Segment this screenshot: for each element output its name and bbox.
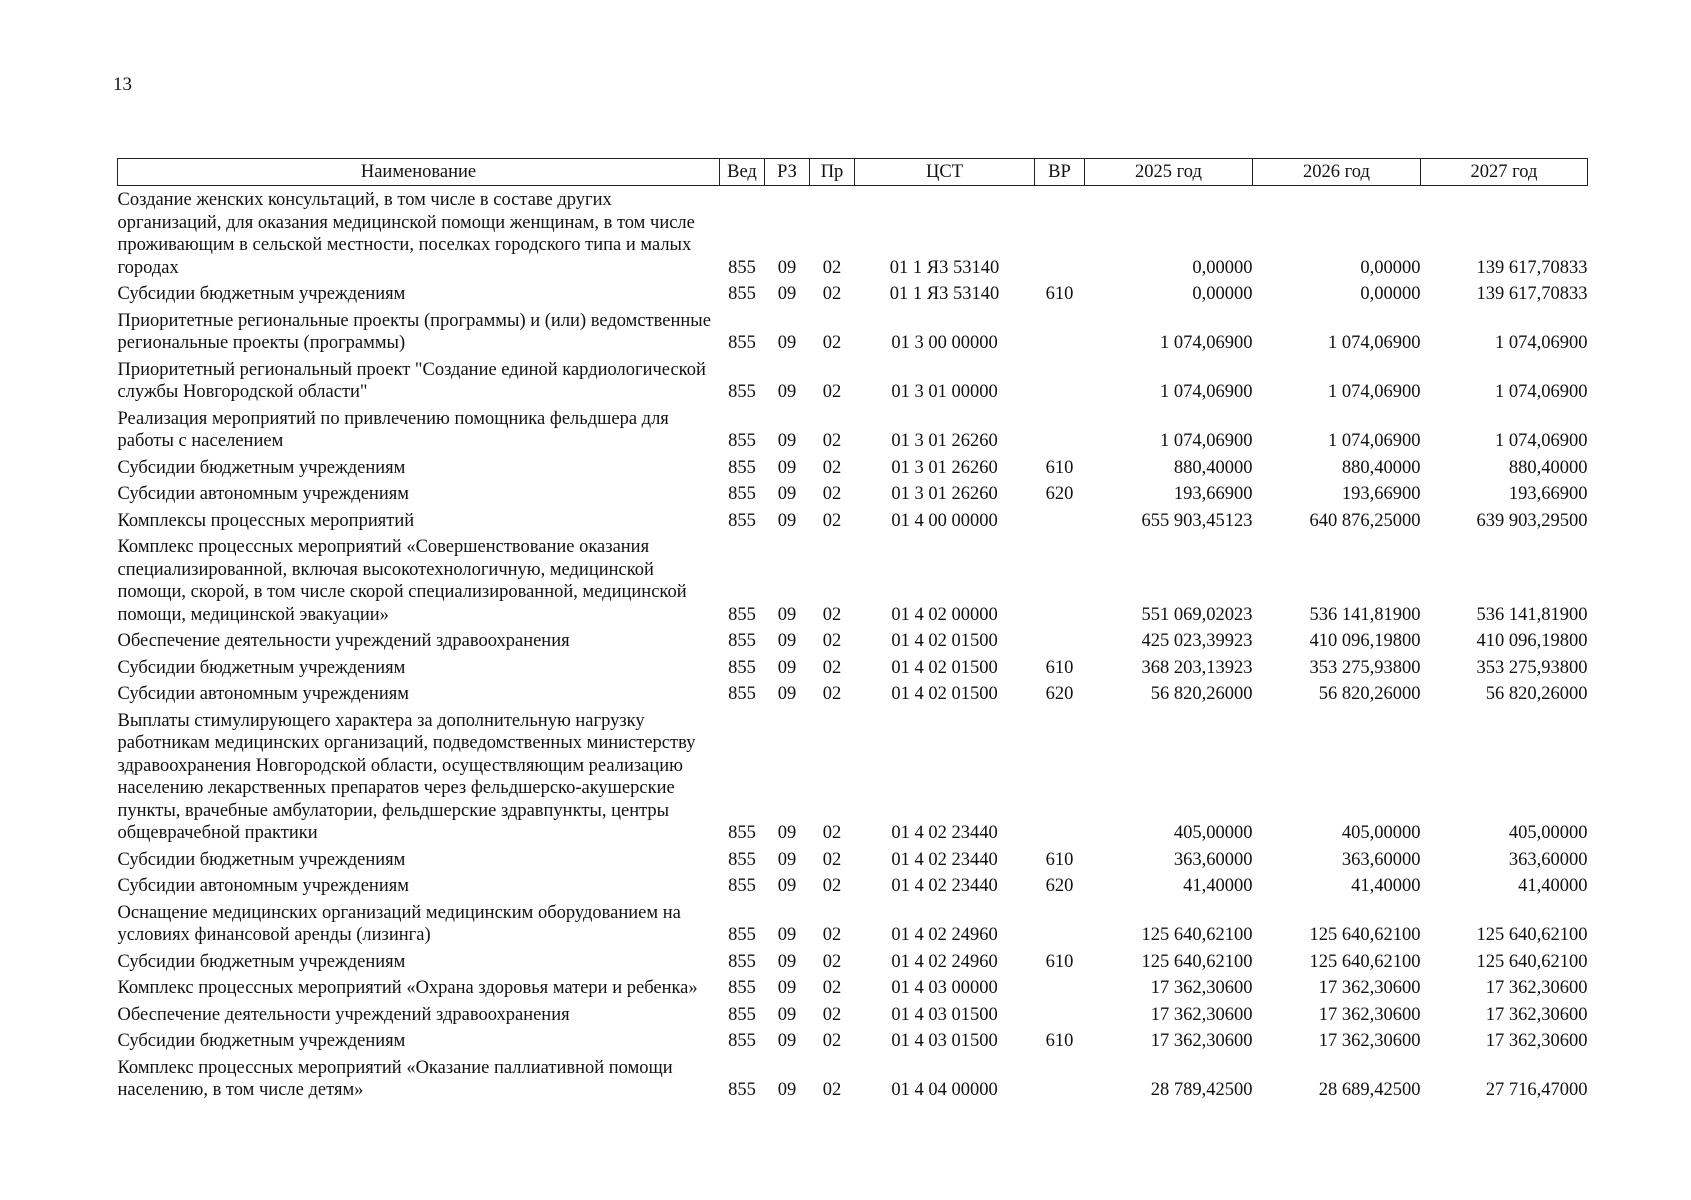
cell-ved: 855 xyxy=(728,284,756,304)
cell-cst: 01 4 00 00000 xyxy=(891,510,998,531)
cell-cst: 01 4 02 01500 xyxy=(891,631,998,651)
table-row xyxy=(118,899,1588,948)
cell-name: Комплекс процессных мероприятий «Совершенствование оказания специализированной, включая высокотехнологичную, медицинской помощи, скорой, в том числе скорой специализированной, медицинской помощи, медицинской эвакуации» xyxy=(117,537,687,625)
cell-2027: 139 617,70833 xyxy=(1476,257,1588,278)
table-row xyxy=(118,680,1588,707)
cell-2026: 17 362,30600 xyxy=(1318,1004,1421,1025)
cell-pr: 02 xyxy=(822,457,842,478)
cell-ved: 855 xyxy=(728,1031,756,1051)
cell-pr: 02 xyxy=(822,631,842,651)
cell-cst: 01 4 04 00000 xyxy=(891,1080,998,1100)
cell-2025: 125 640,62100 xyxy=(1141,925,1253,945)
table-row xyxy=(118,627,1588,654)
table-row xyxy=(118,707,1588,846)
cell-rz: 09 xyxy=(777,849,797,870)
table-row xyxy=(118,186,1588,281)
cell-2025: 17 362,30600 xyxy=(1150,1004,1253,1025)
cell-2025: 0,00000 xyxy=(1192,257,1253,278)
cell-2026: 363,60000 xyxy=(1341,849,1421,870)
cell-name: Субсидии бюджетным учреждениям xyxy=(117,1031,406,1051)
cell-2026: 1 074,06900 xyxy=(1328,382,1421,402)
cell-ved: 855 xyxy=(728,1004,756,1025)
cell-2026: 193,66900 xyxy=(1341,484,1421,504)
cell-rz: 09 xyxy=(777,1080,797,1100)
cell-2027: 17 362,30600 xyxy=(1485,978,1588,998)
cell-vr: 610 xyxy=(1045,849,1074,870)
cell-ved: 855 xyxy=(728,631,756,651)
cell-name: Субсидии бюджетным учреждениям xyxy=(117,951,406,972)
cell-2025: 551 069,02023 xyxy=(1141,604,1253,625)
cell-rz: 09 xyxy=(777,484,797,504)
cell-cst: 01 4 02 24960 xyxy=(891,951,998,972)
cell-2027: 17 362,30600 xyxy=(1485,1031,1588,1051)
cell-cst: 01 3 01 00000 xyxy=(891,382,998,402)
cell-2027: 125 640,62100 xyxy=(1476,951,1588,972)
cell-vr xyxy=(1035,186,1085,281)
table-row xyxy=(118,454,1588,481)
cell-pr: 02 xyxy=(822,925,842,945)
budget-table xyxy=(117,158,1588,1103)
cell-vr xyxy=(1035,627,1085,654)
cell-2025: 880,40000 xyxy=(1173,457,1253,478)
cell-name: Комплекс процессных мероприятий «Охрана здоровья матери и ребенка» xyxy=(117,978,698,998)
cell-pr: 02 xyxy=(822,823,842,843)
cell-2027: 1 074,06900 xyxy=(1495,431,1588,451)
cell-2026: 28 689,42500 xyxy=(1318,1080,1421,1100)
cell-vr: 620 xyxy=(1045,484,1074,504)
table-row xyxy=(118,1054,1588,1103)
cell-2025: 1 074,06900 xyxy=(1160,431,1253,451)
cell-ved: 855 xyxy=(728,823,756,843)
cell-pr: 02 xyxy=(822,951,842,972)
cell-cst: 01 1 Я3 53140 xyxy=(889,257,1000,278)
cell-2025: 368 203,13923 xyxy=(1141,657,1253,678)
cell-name: Обеспечение деятельности учреждений здравоохранения xyxy=(117,1004,570,1025)
cell-2026: 125 640,62100 xyxy=(1309,925,1421,945)
cell-2027: 536 141,81900 xyxy=(1476,604,1588,625)
cell-vr xyxy=(1035,405,1085,454)
cell-rz: 09 xyxy=(777,284,797,304)
cell-2026: 880,40000 xyxy=(1341,457,1421,478)
cell-rz: 09 xyxy=(777,457,797,478)
cell-cst: 01 3 01 26260 xyxy=(891,484,998,504)
cell-name: Реализация мероприятий по привлечению помощника фельдшера для работы с населением xyxy=(117,408,669,451)
cell-name: Приоритетный региональный проект "Создание единой кардиологической службы Новгородской области" xyxy=(117,359,706,402)
cell-ved: 855 xyxy=(728,257,756,278)
table-row xyxy=(118,1027,1588,1054)
cell-cst: 01 3 01 26260 xyxy=(891,457,998,478)
cell-name: Выплаты стимулирующего характера за дополнительную нагрузку работникам медицинских организаций, подведомственных министерству здравоохранения Новгородской области, осуществляющим реализацию населению лекарственных препаратов через фельдшерско-акушерские пункты, врачебные амбулатории, фельдшерские здравпункты, центры общеврачебной практики xyxy=(117,710,696,843)
cell-2025: 1 074,06900 xyxy=(1160,382,1253,402)
cell-vr xyxy=(1035,1054,1085,1103)
cell-2025: 41,40000 xyxy=(1183,876,1253,896)
table-row xyxy=(118,872,1588,899)
cell-vr xyxy=(1035,899,1085,948)
cell-rz: 09 xyxy=(777,876,797,896)
header-pr: Пр xyxy=(810,159,855,186)
cell-ved: 855 xyxy=(728,333,756,353)
page-number: 13 xyxy=(113,74,132,95)
cell-name: Субсидии бюджетным учреждениям xyxy=(117,284,406,304)
cell-name: Субсидии бюджетным учреждениям xyxy=(117,457,406,478)
cell-2026: 353 275,93800 xyxy=(1309,657,1421,678)
cell-ved: 855 xyxy=(728,849,756,870)
table-row xyxy=(118,1001,1588,1028)
cell-pr: 02 xyxy=(822,431,842,451)
cell-rz: 09 xyxy=(777,823,797,843)
cell-vr: 610 xyxy=(1045,1031,1074,1051)
cell-ved: 855 xyxy=(728,484,756,504)
cell-ved: 855 xyxy=(728,978,756,998)
header-vr: ВР xyxy=(1035,159,1085,186)
cell-2026: 1 074,06900 xyxy=(1328,431,1421,451)
cell-2026: 405,00000 xyxy=(1341,823,1421,843)
cell-2027: 1 074,06900 xyxy=(1495,333,1588,353)
table-row xyxy=(118,948,1588,975)
cell-rz: 09 xyxy=(777,684,797,704)
cell-rz: 09 xyxy=(777,978,797,998)
table-body xyxy=(118,186,1588,1103)
header-2025: 2025 год xyxy=(1085,159,1253,186)
cell-rz: 09 xyxy=(777,382,797,402)
cell-name: Субсидии автономным учреждениям xyxy=(117,876,409,896)
cell-ved: 855 xyxy=(728,925,756,945)
cell-2027: 139 617,70833 xyxy=(1476,284,1588,304)
cell-rz: 09 xyxy=(777,510,797,531)
cell-name: Субсидии бюджетным учреждениям xyxy=(117,657,406,678)
cell-vr xyxy=(1035,533,1085,627)
cell-2027: 193,66900 xyxy=(1508,484,1588,504)
cell-cst: 01 3 00 00000 xyxy=(891,333,998,353)
cell-pr: 02 xyxy=(822,978,842,998)
cell-rz: 09 xyxy=(777,1004,797,1025)
cell-rz: 09 xyxy=(777,604,797,625)
cell-ved: 855 xyxy=(728,1080,756,1100)
cell-2025: 17 362,30600 xyxy=(1150,978,1253,998)
cell-2026: 0,00000 xyxy=(1360,257,1421,278)
cell-cst: 01 4 03 01500 xyxy=(891,1031,998,1051)
table-header-row xyxy=(118,159,1588,186)
cell-2026: 41,40000 xyxy=(1351,876,1421,896)
cell-vr: 610 xyxy=(1045,457,1074,478)
cell-pr: 02 xyxy=(822,382,842,402)
cell-pr: 02 xyxy=(822,1004,842,1025)
cell-vr xyxy=(1035,974,1085,1001)
cell-ved: 855 xyxy=(728,431,756,451)
cell-ved: 855 xyxy=(728,457,756,478)
cell-2025: 56 820,26000 xyxy=(1150,684,1253,704)
cell-cst: 01 4 02 23440 xyxy=(891,849,998,870)
cell-2027: 41,40000 xyxy=(1518,876,1588,896)
cell-2025: 125 640,62100 xyxy=(1141,951,1253,972)
cell-cst: 01 3 01 26260 xyxy=(891,431,998,451)
cell-2027: 125 640,62100 xyxy=(1476,925,1588,945)
cell-2026: 125 640,62100 xyxy=(1309,951,1421,972)
header-2026: 2026 год xyxy=(1253,159,1421,186)
cell-pr: 02 xyxy=(822,876,842,896)
cell-2026: 536 141,81900 xyxy=(1309,604,1421,625)
cell-ved: 855 xyxy=(728,684,756,704)
cell-name: Субсидии автономным учреждениям xyxy=(117,684,409,704)
cell-pr: 02 xyxy=(822,684,842,704)
cell-ved: 855 xyxy=(728,510,756,531)
cell-rz: 09 xyxy=(777,925,797,945)
cell-2027: 353 275,93800 xyxy=(1476,657,1588,678)
cell-vr: 610 xyxy=(1045,951,1074,972)
cell-pr: 02 xyxy=(822,284,842,304)
cell-vr: 620 xyxy=(1045,876,1074,896)
cell-vr xyxy=(1035,356,1085,405)
cell-2025: 405,00000 xyxy=(1173,823,1253,843)
cell-cst: 01 4 02 01500 xyxy=(891,684,998,704)
cell-2025: 1 074,06900 xyxy=(1160,333,1253,353)
cell-2027: 410 096,19800 xyxy=(1476,631,1588,651)
cell-ved: 855 xyxy=(728,951,756,972)
cell-2026: 17 362,30600 xyxy=(1318,978,1421,998)
cell-name: Комплексы процессных мероприятий xyxy=(117,510,415,531)
cell-2026: 1 074,06900 xyxy=(1328,333,1421,353)
cell-vr: 620 xyxy=(1045,684,1074,704)
cell-2026: 0,00000 xyxy=(1360,284,1421,304)
cell-pr: 02 xyxy=(822,484,842,504)
cell-cst: 01 4 02 01500 xyxy=(891,657,998,678)
cell-pr: 02 xyxy=(822,604,842,625)
cell-2027: 363,60000 xyxy=(1508,849,1588,870)
table-row xyxy=(118,356,1588,405)
table-row xyxy=(118,405,1588,454)
cell-vr xyxy=(1035,307,1085,356)
cell-2027: 17 362,30600 xyxy=(1485,1004,1588,1025)
cell-name: Приоритетные региональные проекты (программы) и (или) ведомственные региональные проекты (программы) xyxy=(117,310,711,353)
cell-cst: 01 1 Я3 53140 xyxy=(889,284,1000,304)
cell-vr: 610 xyxy=(1045,284,1074,304)
table-row xyxy=(118,507,1588,534)
cell-name: Комплекс процессных мероприятий «Оказание паллиативной помощи населению, в том числе детям» xyxy=(117,1057,673,1100)
header-2027: 2027 год xyxy=(1421,159,1588,186)
cell-pr: 02 xyxy=(822,1031,842,1051)
cell-cst: 01 4 02 00000 xyxy=(891,604,998,625)
cell-name: Оснащение медицинских организаций медицинским оборудованием на условиях финансовой аренды (лизинга) xyxy=(117,902,681,945)
header-cst: ЦСТ xyxy=(855,159,1035,186)
cell-rz: 09 xyxy=(777,1031,797,1051)
cell-2027: 56 820,26000 xyxy=(1485,684,1588,704)
cell-vr: 610 xyxy=(1045,657,1074,678)
cell-2025: 655 903,45123 xyxy=(1141,510,1253,531)
header-rz: РЗ xyxy=(765,159,810,186)
cell-2026: 410 096,19800 xyxy=(1309,631,1421,651)
cell-2027: 27 716,47000 xyxy=(1485,1080,1588,1100)
cell-2025: 193,66900 xyxy=(1173,484,1253,504)
cell-2025: 363,60000 xyxy=(1173,849,1253,870)
cell-rz: 09 xyxy=(777,951,797,972)
cell-rz: 09 xyxy=(777,657,797,678)
header-name: Наименование xyxy=(118,159,720,186)
cell-cst: 01 4 02 23440 xyxy=(891,823,998,843)
table-row xyxy=(118,533,1588,627)
cell-name: Субсидии бюджетным учреждениям xyxy=(117,849,406,870)
cell-ved: 855 xyxy=(728,876,756,896)
table-row xyxy=(118,280,1588,307)
cell-name: Создание женских консультаций, в том числе в составе других организаций, для оказания медицинской помощи женщинам, в том числе проживающим в сельской местности, поселках городского типа и малых городах xyxy=(117,190,695,278)
cell-name: Обеспечение деятельности учреждений здравоохранения xyxy=(117,631,570,651)
cell-pr: 02 xyxy=(822,510,842,531)
cell-rz: 09 xyxy=(777,431,797,451)
budget-table-container xyxy=(117,158,1587,1103)
table-row xyxy=(118,307,1588,356)
cell-pr: 02 xyxy=(822,257,842,278)
table-row xyxy=(118,846,1588,873)
cell-cst: 01 4 02 24960 xyxy=(891,925,998,945)
cell-2027: 405,00000 xyxy=(1508,823,1588,843)
cell-2027: 639 903,29500 xyxy=(1476,510,1588,531)
table-row xyxy=(118,974,1588,1001)
table-row xyxy=(118,654,1588,681)
cell-2027: 880,40000 xyxy=(1508,457,1588,478)
cell-vr xyxy=(1035,507,1085,534)
cell-2025: 425 023,39923 xyxy=(1141,631,1253,651)
cell-2025: 28 789,42500 xyxy=(1150,1080,1253,1100)
cell-2025: 0,00000 xyxy=(1192,284,1253,304)
cell-cst: 01 4 03 00000 xyxy=(891,978,998,998)
cell-pr: 02 xyxy=(822,1080,842,1100)
cell-2027: 1 074,06900 xyxy=(1495,382,1588,402)
cell-pr: 02 xyxy=(822,657,842,678)
cell-2025: 17 362,30600 xyxy=(1150,1031,1253,1051)
cell-cst: 01 4 03 01500 xyxy=(891,1004,998,1025)
cell-pr: 02 xyxy=(822,849,842,870)
cell-rz: 09 xyxy=(777,257,797,278)
cell-cst: 01 4 02 23440 xyxy=(891,876,998,896)
cell-name: Субсидии автономным учреждениям xyxy=(117,484,409,504)
cell-ved: 855 xyxy=(728,604,756,625)
cell-vr xyxy=(1035,707,1085,846)
cell-2026: 56 820,26000 xyxy=(1318,684,1421,704)
cell-ved: 855 xyxy=(728,657,756,678)
table-row xyxy=(118,480,1588,507)
cell-rz: 09 xyxy=(777,333,797,353)
cell-rz: 09 xyxy=(777,631,797,651)
cell-pr: 02 xyxy=(822,333,842,353)
cell-2026: 640 876,25000 xyxy=(1309,510,1421,531)
cell-2026: 17 362,30600 xyxy=(1318,1031,1421,1051)
header-ved: Вед xyxy=(720,159,765,186)
cell-ved: 855 xyxy=(728,382,756,402)
cell-vr xyxy=(1035,1001,1085,1028)
